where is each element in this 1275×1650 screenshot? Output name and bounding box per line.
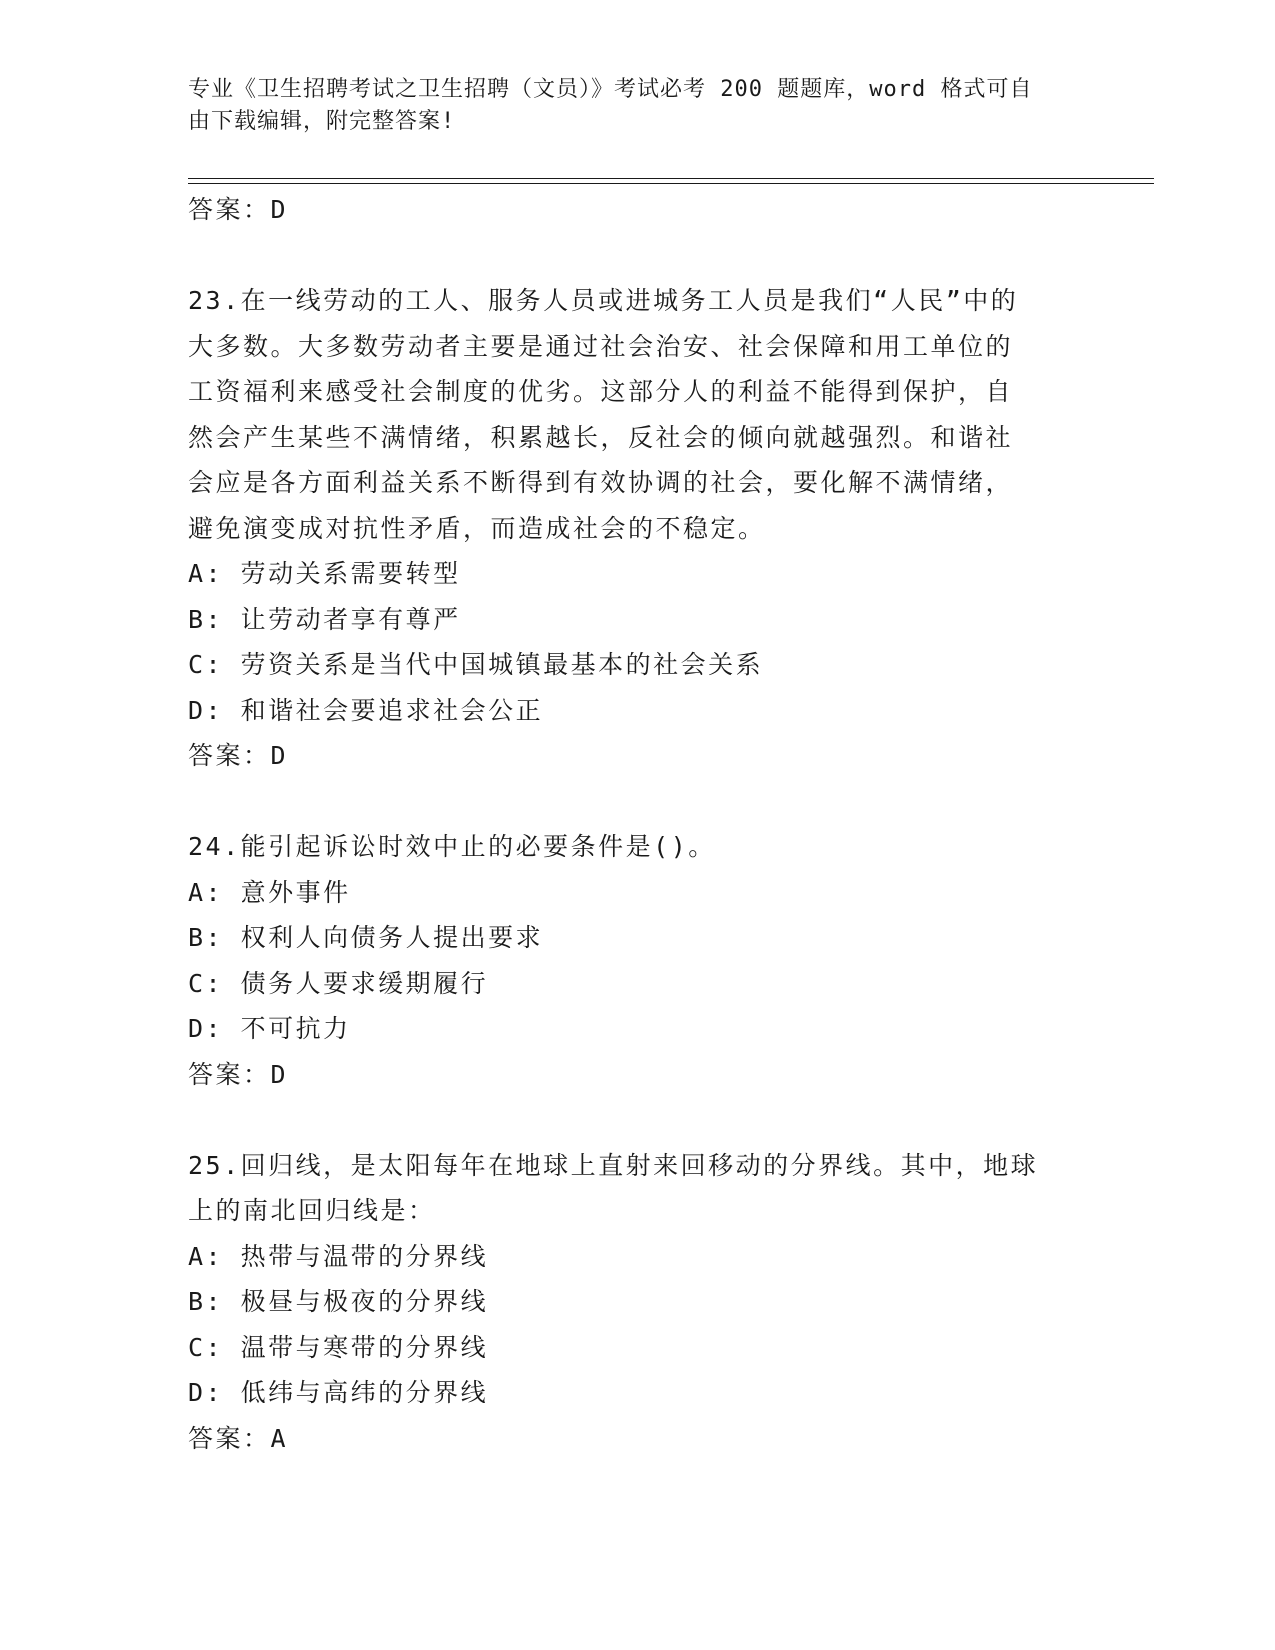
question-block: [188, 1143, 1088, 1462]
option-d: D: 不可抗力: [188, 1014, 351, 1043]
document-body: [188, 187, 1088, 1461]
question-stem-line: 避免演变成对抗性矛盾，而造成社会的不稳定。: [188, 513, 766, 543]
option-b: B: 让劳动者享有尊严: [188, 604, 461, 634]
answer-line: 答案：D: [188, 741, 289, 770]
option-b: B: 权利人向债务人提出要求: [188, 923, 544, 952]
option-c: C: 温带与寒带的分界线: [188, 1332, 489, 1362]
header-divider: [188, 178, 1154, 179]
option-d: D: 和谐社会要追求社会公正: [188, 695, 544, 725]
answer-line: 答案：D: [188, 1059, 289, 1089]
header-divider: [188, 183, 1154, 184]
answer-line: 答案：A: [188, 1423, 289, 1453]
document-header: [188, 74, 1068, 138]
header-line: 专业《卫生招聘考试之卫生招聘（文员）》考试必考 200 题题库，word 格式可自: [188, 77, 1033, 102]
option-a: A: 意外事件: [188, 877, 351, 907]
question-block: [188, 824, 1088, 1097]
option-a: A: 热带与温带的分界线: [188, 1241, 489, 1271]
option-c: C: 债务人要求缓期履行: [188, 968, 489, 998]
question-stem-line: 上的南北回归线是：: [188, 1196, 436, 1225]
question-stem-line: 大多数。大多数劳动者主要是通过社会治安、社会保障和用工单位的: [188, 331, 1014, 361]
question-stem-line: 23.在一线劳动的工人、服务人员或进城务工人员是我们“人民”中的: [188, 286, 1019, 315]
option-d: D: 低纬与高纬的分界线: [188, 1378, 489, 1407]
option-a: A: 劳动关系需要转型: [188, 559, 461, 588]
question-stem-line: 会应是各方面利益关系不断得到有效协调的社会，要化解不满情绪，: [188, 468, 1014, 497]
header-line: 由下载编辑，附完整答案!: [188, 109, 456, 134]
answer-line: 答案：D: [188, 195, 289, 224]
question-stem-line: 工资福利来感受社会制度的优劣。这部分人的利益不能得到保护，自: [188, 377, 1014, 406]
question-block: [188, 278, 1088, 779]
option-c: C: 劳资关系是当代中国城镇最基本的社会关系: [188, 650, 764, 679]
spacer: [188, 779, 1088, 825]
spacer: [188, 233, 1088, 279]
option-b: B: 极昼与极夜的分界线: [188, 1287, 489, 1316]
question-stem-line: 25.回归线，是太阳每年在地球上直射来回移动的分界线。其中，地球: [188, 1150, 1039, 1180]
question-stem-line: 24.能引起诉讼时效中止的必要条件是()。: [188, 832, 716, 861]
question-stem-line: 然会产生某些不满情绪，积累越长，反社会的倾向就越强烈。和谐社: [188, 422, 1014, 452]
spacer: [188, 1097, 1088, 1143]
